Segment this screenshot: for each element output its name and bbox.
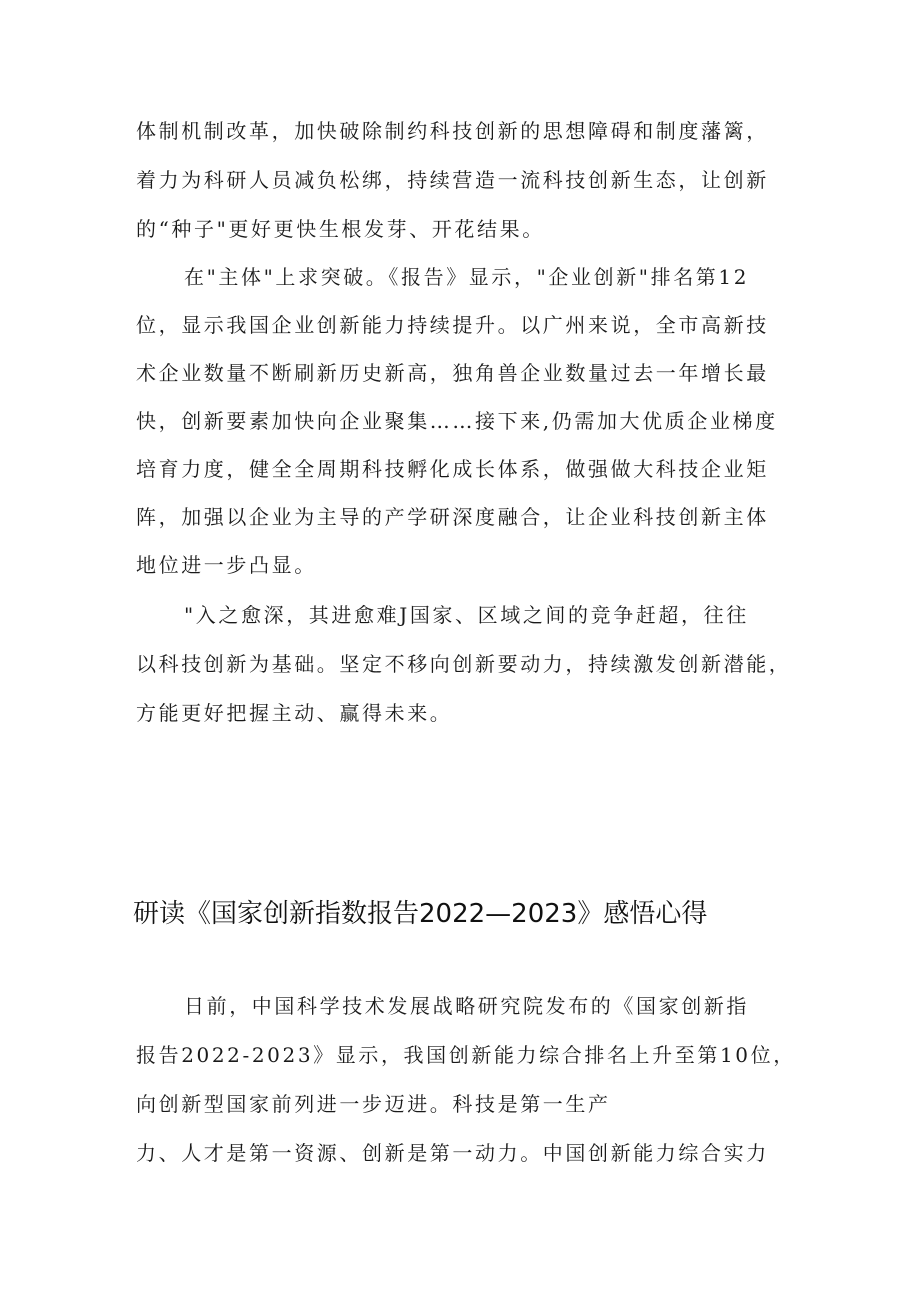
- paragraph-line: 着力为科研人员减负松绑，持续营造一流科技创新生态，让创新: [136, 168, 769, 192]
- paragraph-line: 培育力度，健全全周期科技孵化成长体系，做强做大科技企业矩: [136, 457, 769, 481]
- paragraph-line: 位，显示我国企业创新能力持续提升。以广州来说，全市高新技: [136, 313, 769, 337]
- paragraph-line: 阵，加强以企业为主导的产学研深度融合，让企业科技创新主体: [136, 505, 769, 529]
- paragraph-line: 在"主体"上求突破。《报告》显示，"企业创新"排名第12: [184, 265, 750, 289]
- paragraph-line: 体制机制改革，加快破除制约科技创新的思想障碍和制度藩篱，: [136, 119, 769, 143]
- paragraph-line: 快，创新要素加快向企业聚集……接下来,仍需加大优质企业梯度: [136, 409, 778, 433]
- paragraph-line: "入之愈深，其进愈难J国家、区域之间的竞争赶超，往往: [184, 603, 749, 627]
- article-title: 研读《国家创新指数报告2022—2023》感悟心得: [133, 899, 708, 929]
- paragraph-line: 术企业数量不断刷新历史新高，独角兽企业数量过去一年增长最: [136, 361, 769, 385]
- paragraph-line: 地位进一步凸显。: [136, 553, 317, 577]
- paragraph-line: 日前，中国科学技术发展战略研究院发布的《国家创新指: [184, 994, 749, 1018]
- paragraph-line: 方能更好把握主动、赢得未来。: [136, 701, 453, 725]
- paragraph-line: 向创新型国家前列进一步迈进。科技是第一生产: [136, 1092, 611, 1116]
- paragraph-line: 报告2022-2023》显示，我国创新能力综合排名上升至第10位，: [136, 1043, 796, 1067]
- paragraph-line: 以科技创新为基础。坚定不移向创新要动力，持续激发创新潜能，: [136, 652, 792, 676]
- paragraph-line: 力、人才是第一资源、创新是第一动力。中国创新能力综合实力: [136, 1141, 769, 1165]
- paragraph-line: 的“种子"更好更快生根发芽、开花结果。: [136, 217, 545, 241]
